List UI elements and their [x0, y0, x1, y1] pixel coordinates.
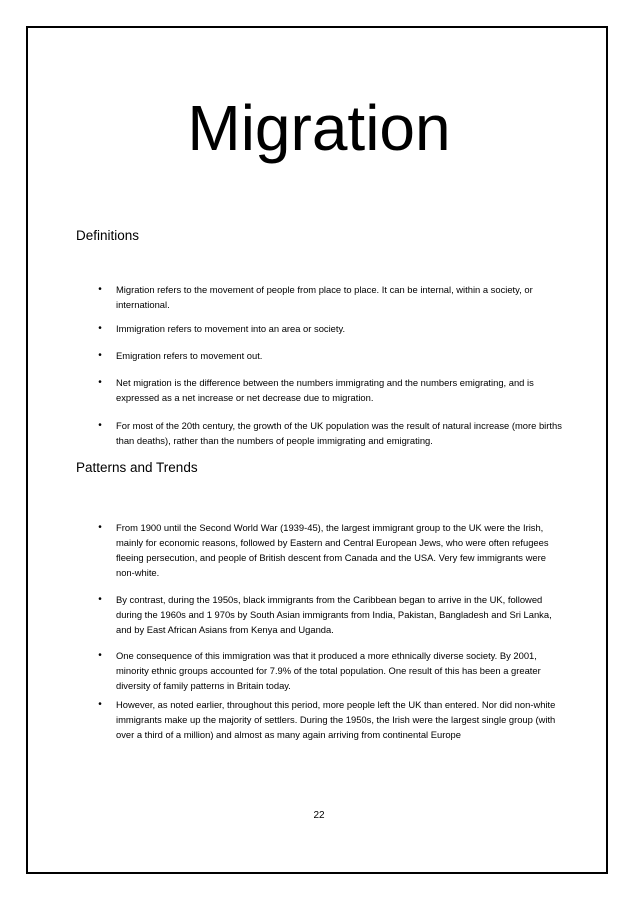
- list-item-text: One consequence of this immigration was that it produced a more ethnically diverse society. By 2001, minority ethnic groups accounted for 7.9% of the total population. One result of this has been a greater diversity of family patterns in Britain today.: [116, 650, 541, 691]
- list-item-text: However, as noted earlier, throughout this period, more people left the UK than entered. Nor did non-white immigrants make up the majority of settlers. During the 1950s, the Irish were the largest single group (with over a third of a million) and almost as many again arriving from continental Europe: [116, 699, 556, 740]
- definitions-heading: Definitions: [76, 228, 140, 243]
- list-item: [96, 282, 566, 312]
- bullet-icon: •: [98, 350, 102, 361]
- bullet-icon: •: [98, 522, 102, 533]
- bullet-icon: •: [98, 699, 102, 710]
- bullet-icon: •: [98, 420, 102, 431]
- list-item: [96, 418, 566, 448]
- list-item-text: Net migration is the difference between the numbers immigrating and the numbers emigrating, and is expressed as a net increase or net decrease due to migration.: [116, 377, 534, 403]
- bullet-icon: •: [98, 594, 102, 605]
- bullet-icon: •: [98, 377, 102, 388]
- list-item: [96, 648, 566, 693]
- list-item-text: From 1900 until the Second World War (1939-45), the largest immigrant group to the UK were the Irish, mainly for economic reasons, followed by Eastern and Central European Jews, who were often refugees fleeing persecution, and people of British descent from Canada and the USA. Very few immigrants were non-white.: [116, 522, 549, 578]
- list-item: [96, 375, 566, 405]
- bullet-icon: •: [98, 284, 102, 295]
- list-item: [96, 520, 566, 580]
- list-item-text: Emigration refers to movement out.: [116, 350, 263, 361]
- bullet-icon: •: [98, 650, 102, 661]
- list-item-text: By contrast, during the 1950s, black immigrants from the Caribbean began to arrive in the UK, followed during the 1960s and 1 970s by South Asian immigrants from India, Pakistan, Bangladesh and Sri Lanka, and by East African Asians from Kenya and Uganda.: [116, 594, 552, 635]
- list-item: [96, 348, 566, 363]
- list-item-text: For most of the 20th century, the growth of the UK population was the result of natural increase (more births than deaths), rather than the numbers of people immigrating and emigrating.: [116, 420, 562, 446]
- list-item: [96, 592, 566, 637]
- page-title: Migration: [187, 92, 451, 164]
- list-item: [96, 697, 566, 742]
- page-number: 22: [313, 810, 325, 821]
- list-item: [96, 321, 566, 336]
- list-item-text: Migration refers to the movement of people from place to place. It can be internal, within a society, or international.: [116, 284, 533, 310]
- bullet-icon: •: [98, 323, 102, 334]
- patterns-heading: Patterns and Trends: [76, 460, 198, 475]
- list-item-text: Immigration refers to movement into an area or society.: [116, 323, 346, 334]
